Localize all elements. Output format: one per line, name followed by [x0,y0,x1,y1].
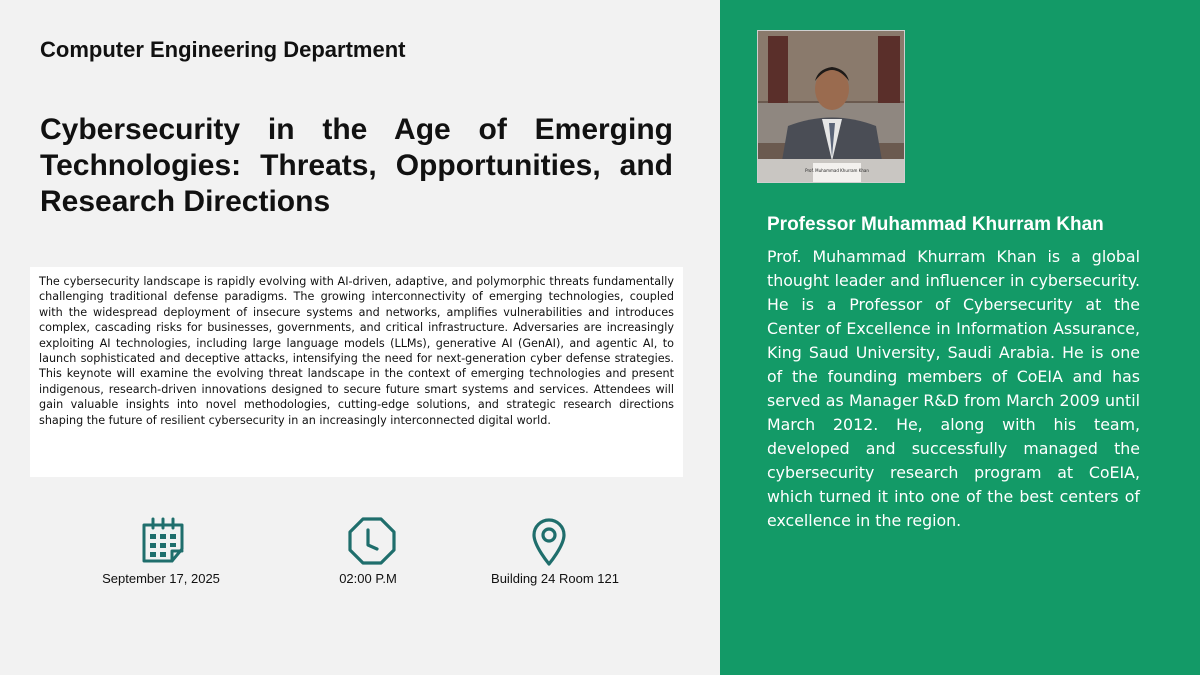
speaker-photo [757,30,905,183]
speaker-name: Professor Muhammad Khurram Khan [767,214,1104,235]
clock-icon [346,515,398,567]
abstract-text: The cybersecurity landscape is rapidly evolving with AI-driven, adaptive, and polymorphic threats fundamentally challenging traditional defense paradigms. The growing interconnectivity of emerging technologies, coupled with the widespread deployment of insecure systems and networks, amplifies vulnerabilities and introduces complex, cascading risks for businesses, governments, and critical infrastructure. Adversaries are increasingly exploiting AI technologies, including large language models (LLMs), generative AI (GenAI), and agentic AI, to launch sophisticated and deceptive attacks, intensifying the need for next-generation cyber defense strategies. This keynote will examine the evolving threat landscape in the context of emerging technologies and present indigenous, research-driven innovations designed to secure future smart systems and services. Attendees will gain valuable insights into novel methodologies, cutting-edge solutions, and strategic research directions shaping the future of resilient cybersecurity in an increasingly interconnected digital world. [39,275,674,427]
department-heading: Computer Engineering Department [40,37,406,62]
speaker-bio: Prof. Muhammad Khurram Khan is a global thought leader and influencer in cybersecurity. He is a Professor of Cybersecurity at the Center of Excellence in Information Assurance, King Saud University, Saudi Arabia. He is one of the founding members of CoEIA and has served as Manager R&D from March 2009 until March 2012. He, along with his team, developed and successfully managed the cybersecurity research program at CoEIA, which turned it into one of the best centers of excellence in the region. [767,247,1140,530]
calendar-icon [138,515,190,567]
event-date: September 17, 2025 [102,571,220,586]
location-pin-icon [523,515,575,567]
event-time: 02:00 P.M [339,571,397,586]
abstract-box [30,267,683,477]
event-location: Building 24 Room 121 [491,571,619,586]
talk-title: Cybersecurity in the Age of Emerging Technologies: Threats, Opportunities, and Research Directions [40,113,673,218]
photo-nameplate: Prof. Muhammad Khurram Khan [805,168,869,173]
speaker-portrait-image [758,31,905,183]
